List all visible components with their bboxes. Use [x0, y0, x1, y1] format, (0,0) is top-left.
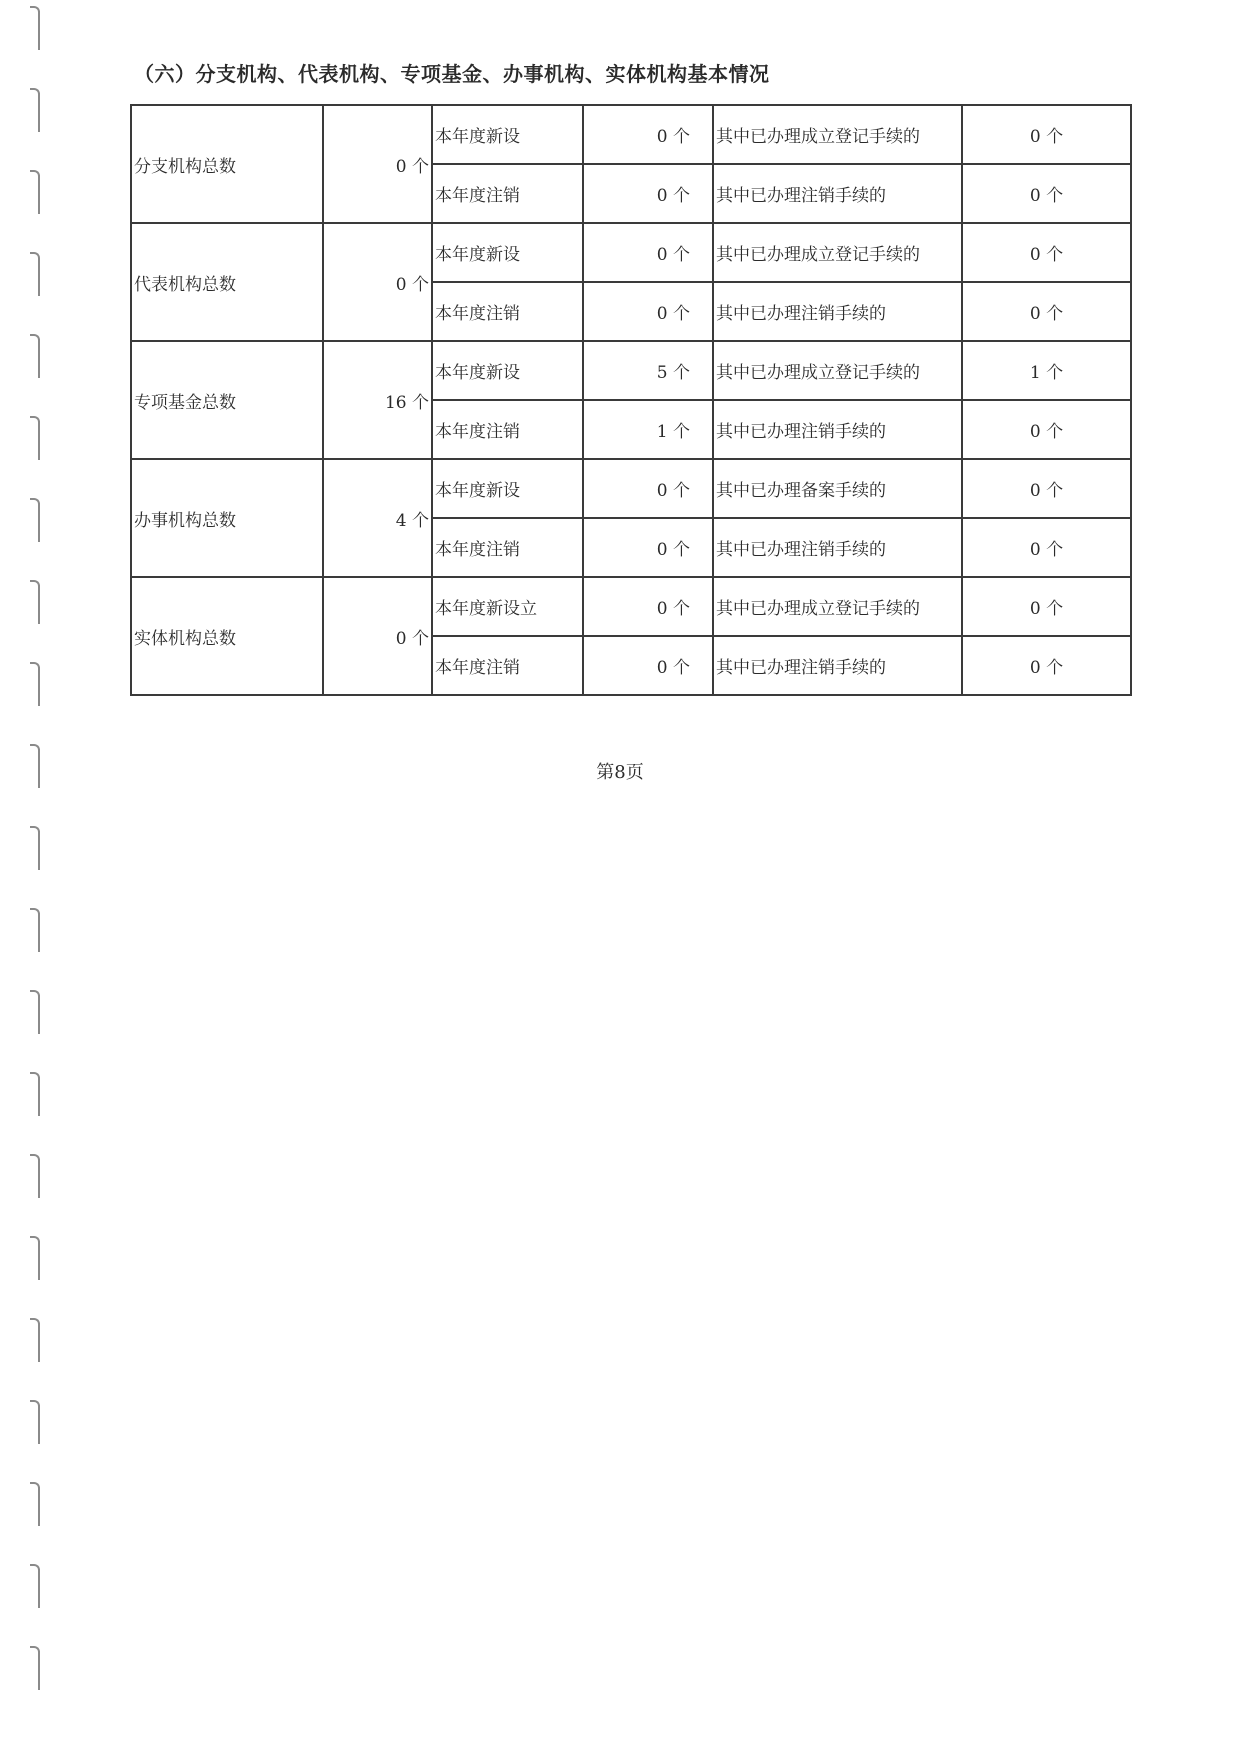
binding-mark [30, 1646, 40, 1690]
table-row [131, 577, 1131, 636]
binding-mark [30, 908, 40, 952]
row-label-cell: 本年度注销 [432, 400, 583, 459]
row-label-cell: 本年度注销 [432, 164, 583, 223]
row-label-cell: 本年度新设立 [432, 577, 583, 636]
section-heading: （六）分支机构、代表机构、专项基金、办事机构、实体机构基本情况 [134, 62, 770, 86]
row-sublabel-cell: 其中已办理注销手续的 [713, 400, 962, 459]
row-value-cell: 0 个 [583, 636, 713, 695]
row-subvalue-cell: 0 个 [962, 518, 1131, 577]
row-label-cell: 本年度新设 [432, 459, 583, 518]
binding-mark [30, 170, 40, 214]
binding-mark [30, 334, 40, 378]
row-subvalue-cell: 0 个 [962, 636, 1131, 695]
binding-mark [30, 416, 40, 460]
table-row [131, 223, 1131, 282]
row-sublabel-cell: 其中已办理注销手续的 [713, 282, 962, 341]
group-total-cell: 0 个 [323, 105, 432, 223]
binding-mark [30, 252, 40, 296]
row-value-cell: 0 个 [583, 518, 713, 577]
binding-mark [30, 1482, 40, 1526]
row-sublabel-cell: 其中已办理注销手续的 [713, 636, 962, 695]
binding-mark [30, 580, 40, 624]
group-name-cell: 专项基金总数 [131, 341, 323, 459]
group-name-cell: 分支机构总数 [131, 105, 323, 223]
group-total-cell: 0 个 [323, 223, 432, 341]
page-number: 第8页 [596, 762, 644, 783]
row-sublabel-cell: 其中已办理成立登记手续的 [713, 223, 962, 282]
group-total-cell: 0 个 [323, 577, 432, 695]
row-label-cell: 本年度新设 [432, 341, 583, 400]
row-sublabel-cell: 其中已办理成立登记手续的 [713, 341, 962, 400]
row-subvalue-cell: 0 个 [962, 400, 1131, 459]
binding-mark [30, 826, 40, 870]
row-value-cell: 0 个 [583, 105, 713, 164]
row-label-cell: 本年度新设 [432, 105, 583, 164]
row-value-cell: 0 个 [583, 577, 713, 636]
group-total-cell: 4 个 [323, 459, 432, 577]
group-name-cell: 代表机构总数 [131, 223, 323, 341]
row-value-cell: 5 个 [583, 341, 713, 400]
row-label-cell: 本年度注销 [432, 636, 583, 695]
row-sublabel-cell: 其中已办理注销手续的 [713, 164, 962, 223]
binding-mark [30, 1236, 40, 1280]
row-subvalue-cell: 0 个 [962, 223, 1131, 282]
binding-mark [30, 1564, 40, 1608]
group-name-cell: 办事机构总数 [131, 459, 323, 577]
institutions-table [130, 104, 1132, 696]
table-row [131, 341, 1131, 400]
row-sublabel-cell: 其中已办理备案手续的 [713, 459, 962, 518]
binding-mark [30, 1400, 40, 1444]
row-value-cell: 0 个 [583, 223, 713, 282]
row-subvalue-cell: 0 个 [962, 577, 1131, 636]
table-row [131, 459, 1131, 518]
binding-mark [30, 1072, 40, 1116]
row-subvalue-cell: 0 个 [962, 459, 1131, 518]
row-sublabel-cell: 其中已办理成立登记手续的 [713, 577, 962, 636]
binding-mark [30, 6, 40, 50]
row-label-cell: 本年度新设 [432, 223, 583, 282]
binding-mark [30, 88, 40, 132]
row-subvalue-cell: 0 个 [962, 105, 1131, 164]
binding-mark [30, 1154, 40, 1198]
row-value-cell: 0 个 [583, 164, 713, 223]
row-subvalue-cell: 0 个 [962, 164, 1131, 223]
binding-mark [30, 498, 40, 542]
row-label-cell: 本年度注销 [432, 518, 583, 577]
row-value-cell: 0 个 [583, 282, 713, 341]
row-sublabel-cell: 其中已办理成立登记手续的 [713, 105, 962, 164]
group-name-cell: 实体机构总数 [131, 577, 323, 695]
binding-mark [30, 990, 40, 1034]
group-total-cell: 16 个 [323, 341, 432, 459]
binding-mark [30, 662, 40, 706]
row-value-cell: 1 个 [583, 400, 713, 459]
binding-mark [30, 1318, 40, 1362]
row-subvalue-cell: 1 个 [962, 341, 1131, 400]
row-value-cell: 0 个 [583, 459, 713, 518]
table-row [131, 105, 1131, 164]
row-label-cell: 本年度注销 [432, 282, 583, 341]
row-sublabel-cell: 其中已办理注销手续的 [713, 518, 962, 577]
row-subvalue-cell: 0 个 [962, 282, 1131, 341]
